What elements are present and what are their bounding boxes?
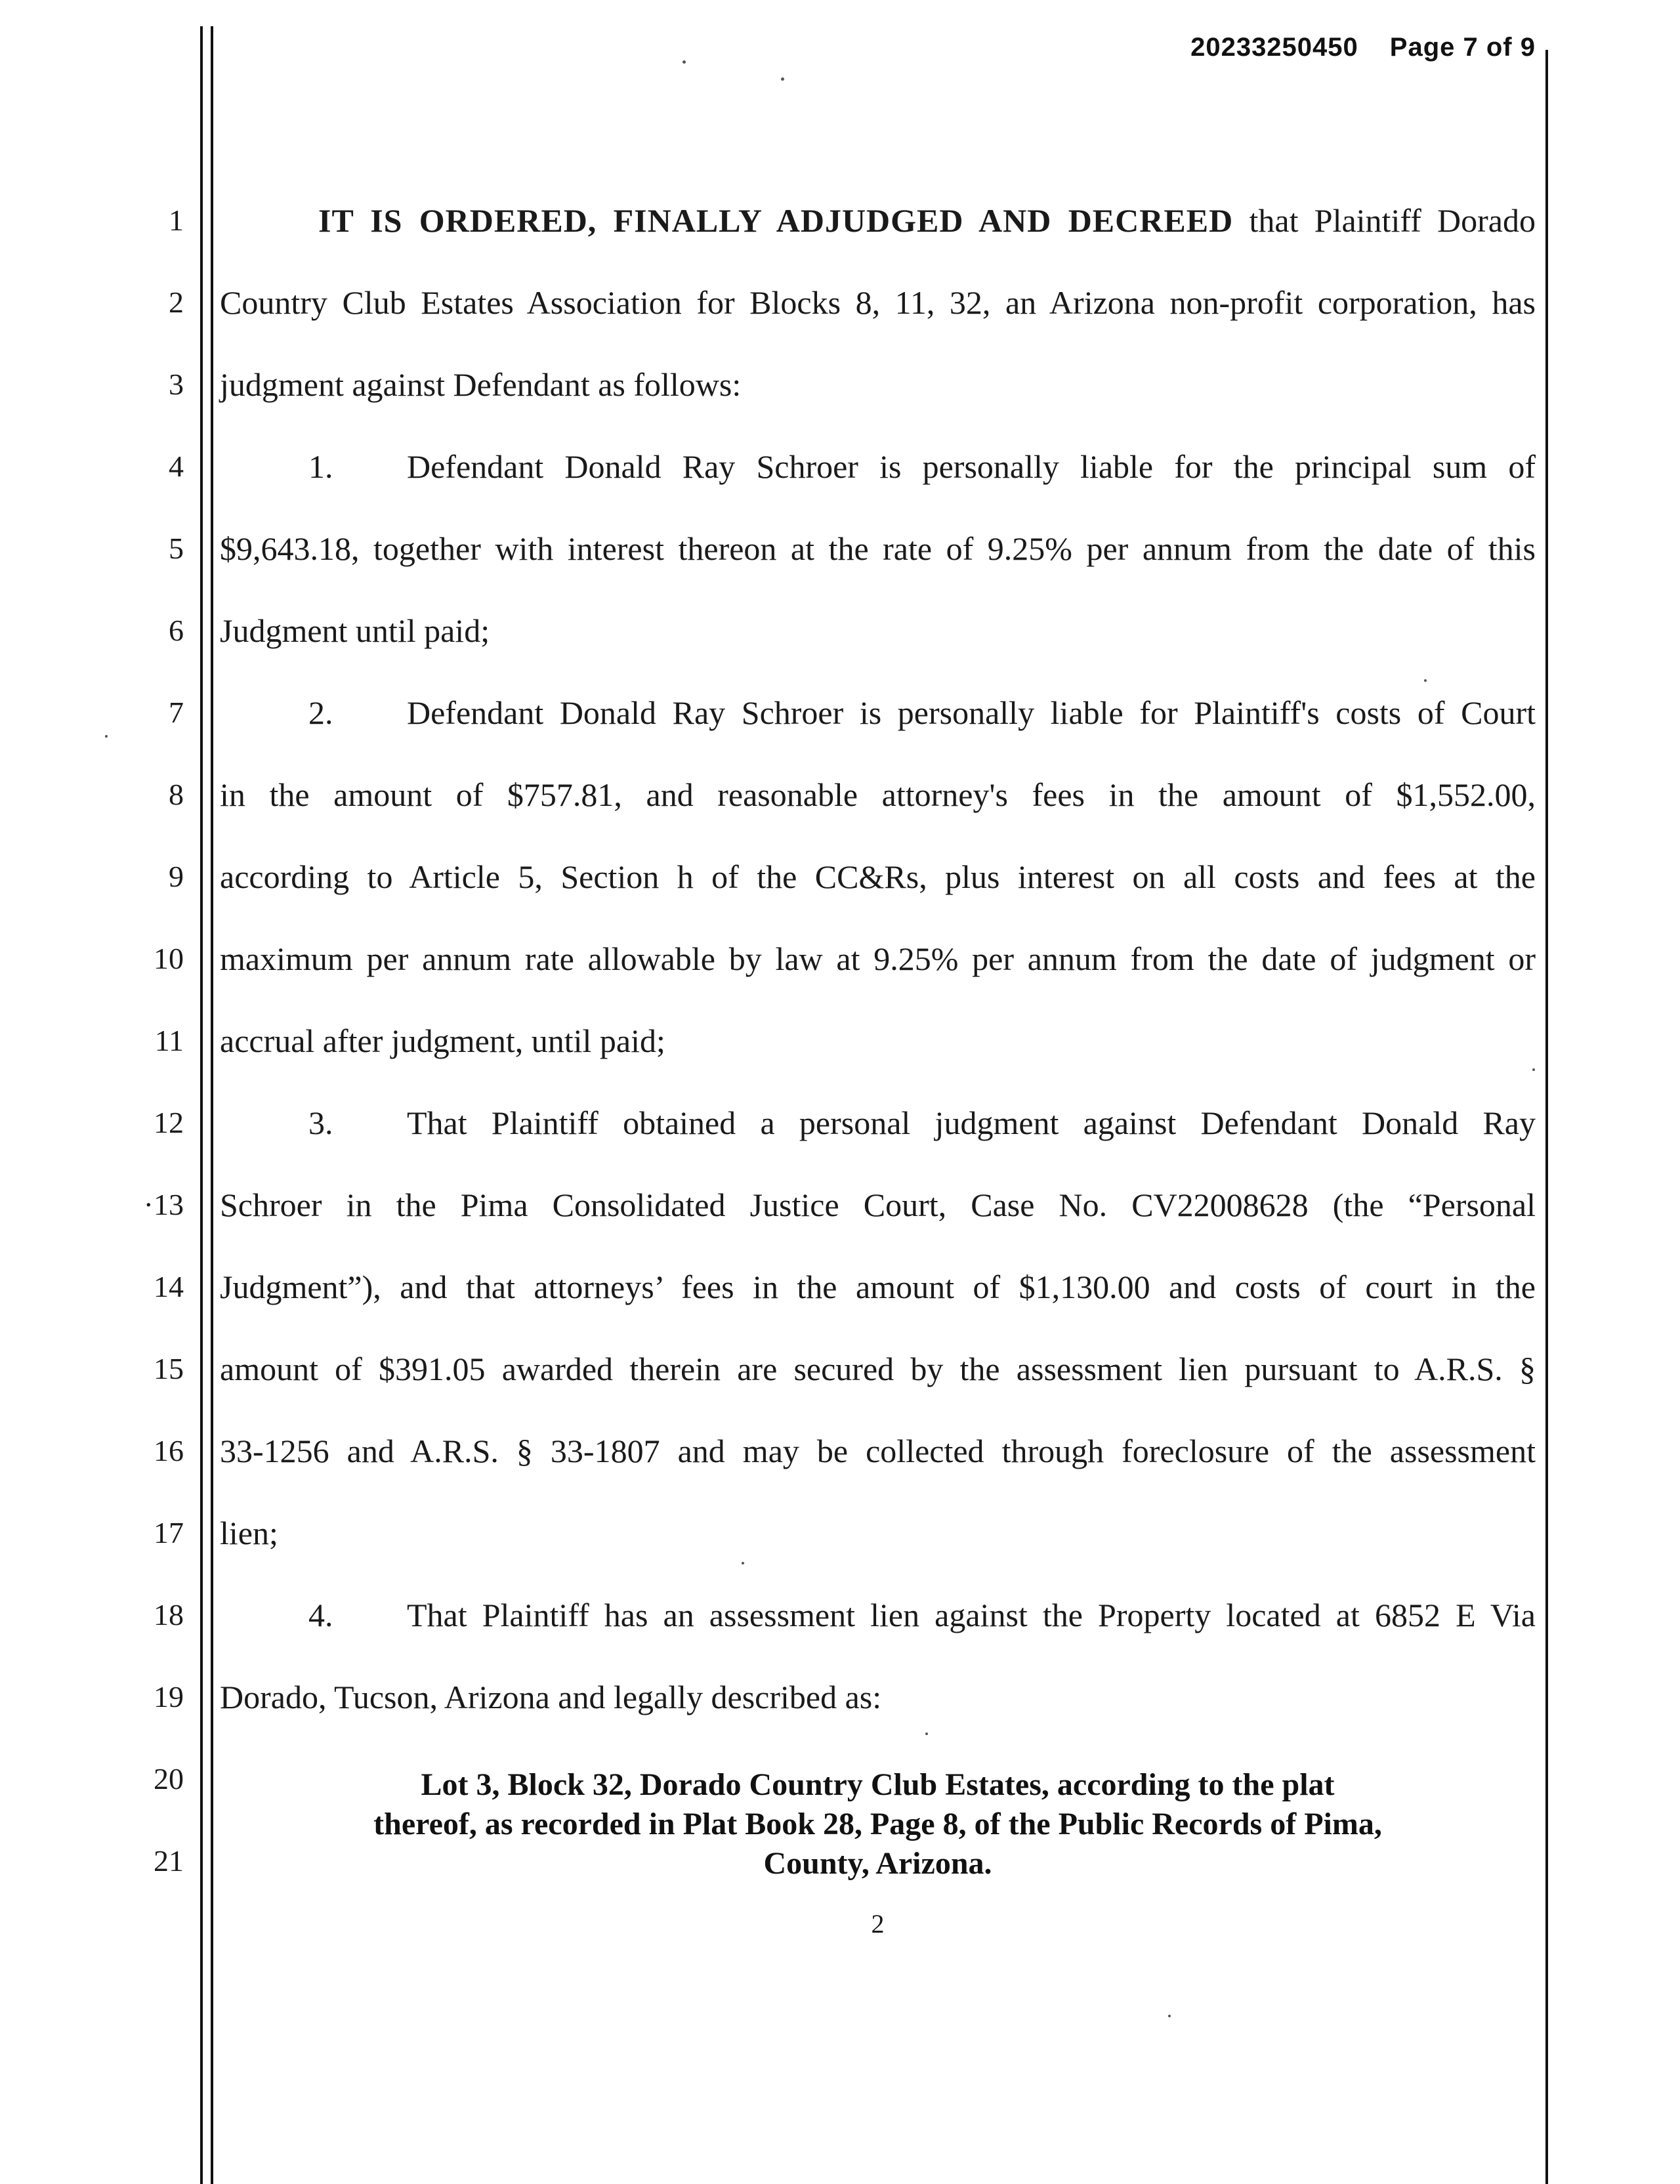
- paragraph-1-line-1: 1. Defendant Donald Ray Schroer is personally liable for the principal sum of: [220, 446, 1536, 488]
- line-number: 5: [169, 532, 184, 565]
- order-decree-caps: IT IS ORDERED, FINALLY ADJUDGED AND DECREED: [318, 202, 1234, 239]
- order-intro-line: [220, 200, 1536, 242]
- line-number: 3: [169, 368, 184, 401]
- line-number: 17: [154, 1516, 184, 1549]
- paragraph-1-line-2: $9,643.18, together with interest thereon at the rate of 9.25% per annum from the date of this: [220, 530, 1536, 567]
- legal-description-line-3: County, Arizona.: [763, 1846, 992, 1881]
- scan-speck: [742, 1562, 744, 1564]
- line-number: 11: [154, 1024, 184, 1057]
- line-number: 20: [154, 1762, 184, 1796]
- line-number: ·13: [143, 1188, 184, 1221]
- paragraph-3-line-4: amount of $391.05 awarded therein are secured by the assessment lien pursuant to A.R.S. §: [220, 1351, 1536, 1387]
- scan-speck: [1168, 2015, 1171, 2017]
- paragraph-3-line-1: 3. That Plaintiff obtained a personal judgment against Defendant Donald Ray: [220, 1102, 1536, 1144]
- line-number: 18: [154, 1598, 184, 1631]
- paragraph-3-line-5: 33-1256 and A.R.S. § 33-1807 and may be collected through foreclosure of the assessment: [220, 1433, 1536, 1469]
- paragraph-3-line-3: Judgment”), and that attorneys’ fees in the amount of $1,130.00 and costs of court in the: [220, 1269, 1536, 1305]
- paragraph-2-number: 2.: [308, 694, 333, 731]
- page-label: Page 7 of 9: [1389, 33, 1536, 62]
- order-line-2: Country Club Estates Association for Blocks 8, 11, 32, an Arizona non-profit corporation, has: [220, 284, 1536, 321]
- legal-description-line-1: Lot 3, Block 32, Dorado Country Club Estates, according to the plat: [421, 1767, 1335, 1802]
- left-margin-rule-outer: [200, 26, 203, 2184]
- paragraph-3-line-2: Schroer in the Pima Consolidated Justice Court, Case No. CV22008628 (the “Personal: [220, 1186, 1536, 1223]
- paragraph-4-line-1: 4. That Plaintiff has an assessment lien against the Property located at 6852 E Via: [220, 1594, 1536, 1636]
- line-number: 2: [169, 285, 184, 319]
- right-margin-rule: [1545, 50, 1548, 2184]
- order-intro-rest: that Plaintiff Dorado: [1233, 202, 1536, 239]
- legal-description-line-2: thereof, as recorded in Plat Book 28, Page 8, of the Public Records of Pima,: [373, 1807, 1382, 1841]
- paragraph-1-number: 1.: [308, 448, 333, 485]
- line-number: 7: [169, 696, 184, 729]
- scan-speck: [105, 735, 108, 738]
- line-number: 21: [154, 1844, 184, 1878]
- page-header: [1190, 33, 1536, 62]
- paragraph-2-line-4: maximum per annum rate allowable by law at 9.25% per annum from the date of judgment or: [220, 940, 1536, 977]
- paragraph-3-number: 3.: [308, 1104, 333, 1141]
- paragraph-2-line-5: accrual after judgment, until paid;: [220, 1022, 665, 1059]
- line-number: 14: [154, 1270, 184, 1303]
- paragraph-2-line-3: according to Article 5, Section h of the CC&Rs, plus interest on all costs and fees at the: [220, 858, 1536, 895]
- line-number: 19: [154, 1680, 184, 1713]
- scan-speck: [925, 1732, 928, 1735]
- line-number: 9: [169, 860, 184, 893]
- paragraph-3-line-6: lien;: [220, 1515, 278, 1551]
- scan-speck: [682, 60, 686, 64]
- line-number: 12: [154, 1106, 184, 1139]
- paragraph-2-line-2: in the amount of $757.81, and reasonable attorney's fees in the amount of $1,552.00,: [220, 776, 1536, 813]
- left-margin-rule-inner: [211, 26, 213, 2184]
- line-number: 8: [169, 778, 184, 811]
- document-number: 20233250450: [1190, 33, 1358, 62]
- line-number: 15: [154, 1352, 184, 1385]
- line-number: 10: [154, 942, 184, 975]
- paragraph-4-number: 4.: [308, 1597, 333, 1633]
- paragraph-1-line-3: Judgment until paid;: [220, 612, 490, 649]
- footer-page-number: 2: [871, 1909, 885, 1939]
- line-number: 6: [169, 614, 184, 647]
- paragraph-2-line-1: 2. Defendant Donald Ray Schroer is personally liable for Plaintiff's costs of Court: [220, 692, 1536, 734]
- line-number: 16: [154, 1434, 184, 1467]
- line-number: 4: [169, 450, 184, 483]
- order-line-3: judgment against Defendant as follows:: [220, 366, 742, 403]
- paragraph-4-line-2: Dorado, Tucson, Arizona and legally described as:: [220, 1679, 882, 1715]
- line-number: 1: [169, 203, 184, 237]
- scan-speck: [1424, 679, 1427, 682]
- scan-speck: [1532, 1068, 1535, 1071]
- scan-speck: [781, 77, 784, 81]
